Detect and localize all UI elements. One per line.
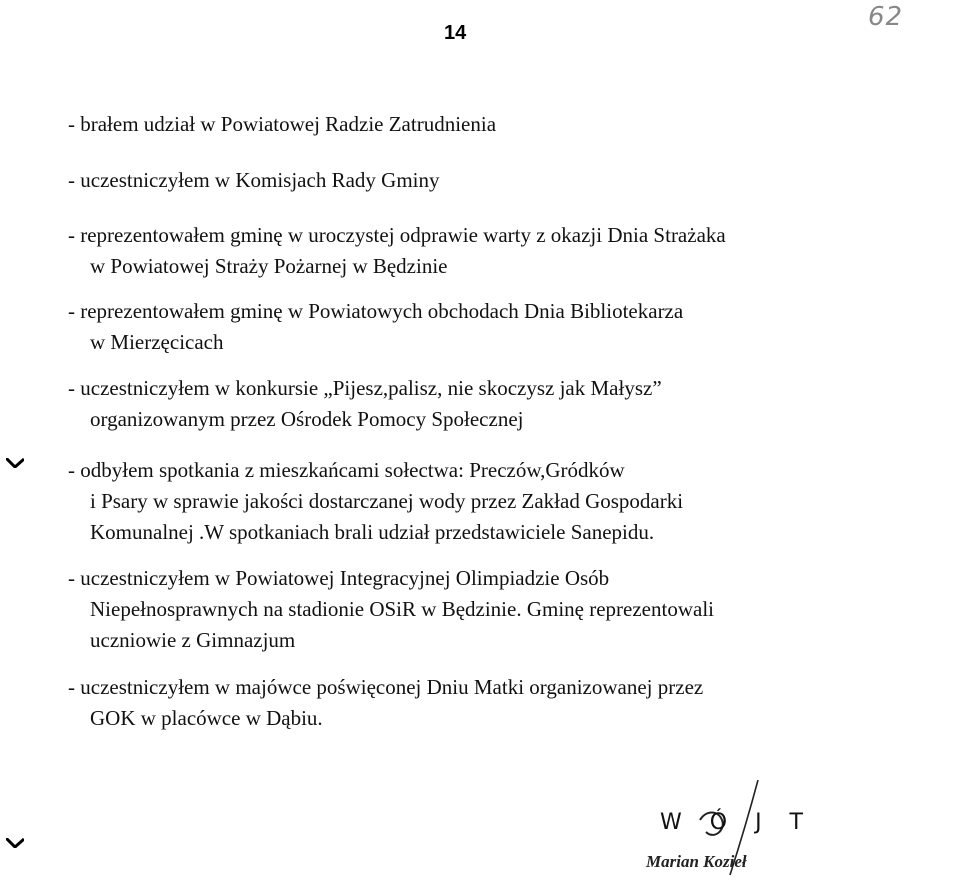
list-item: - brałem udział w Powiatowej Radzie Zatrudnienia [68,112,497,136]
signature-title: WÓJT [660,810,831,835]
list-item: - reprezentowałem gminę w uroczystej odprawie warty z okazji Dnia Strażaka w Powiatowej Straży Pożarnej w Będzinie [68,223,726,278]
page-number: 14 [444,22,467,44]
scan-check-mark-icon [6,458,24,468]
signature-block [646,780,860,880]
scan-check-mark-icon [6,838,24,848]
list-item: - odbyłem spotkania z mieszkańcami sołectwa: Preczów,Gródków i Psary w sprawie jakości dostarczanej wody przez Zakład Gospodarki Komunalnej .W spotkaniach brali udział przedstawiciele Sanepidu. [68,458,684,544]
list-item: - reprezentowałem gminę w Powiatowych obchodach Dnia Bibliotekarza w Mierzęcicach [68,299,684,354]
list-item: - uczestniczyłem w Komisjach Rady Gminy [68,168,440,192]
list-item: - uczestniczyłem w konkursie „Pijesz,palisz, nie skoczysz jak Małysz” organizowanym przez Ośrodek Pomocy Społecznej [68,376,662,431]
corner-handwritten-mark: 62 [868,2,904,32]
list-item: - uczestniczyłem w Powiatowej Integracyjnej Olimpiadzie Osób Niepełnosprawnych na stadionie OSiR w Będzinie. Gminę reprezentowali uczniowie z Gimnazjum [68,566,714,652]
list-item: - uczestniczyłem w majówce poświęconej Dniu Matki organizowanej przez GOK w placówce w Dąbiu. [68,675,704,730]
signature-name: Marian Kozieł [646,852,747,871]
